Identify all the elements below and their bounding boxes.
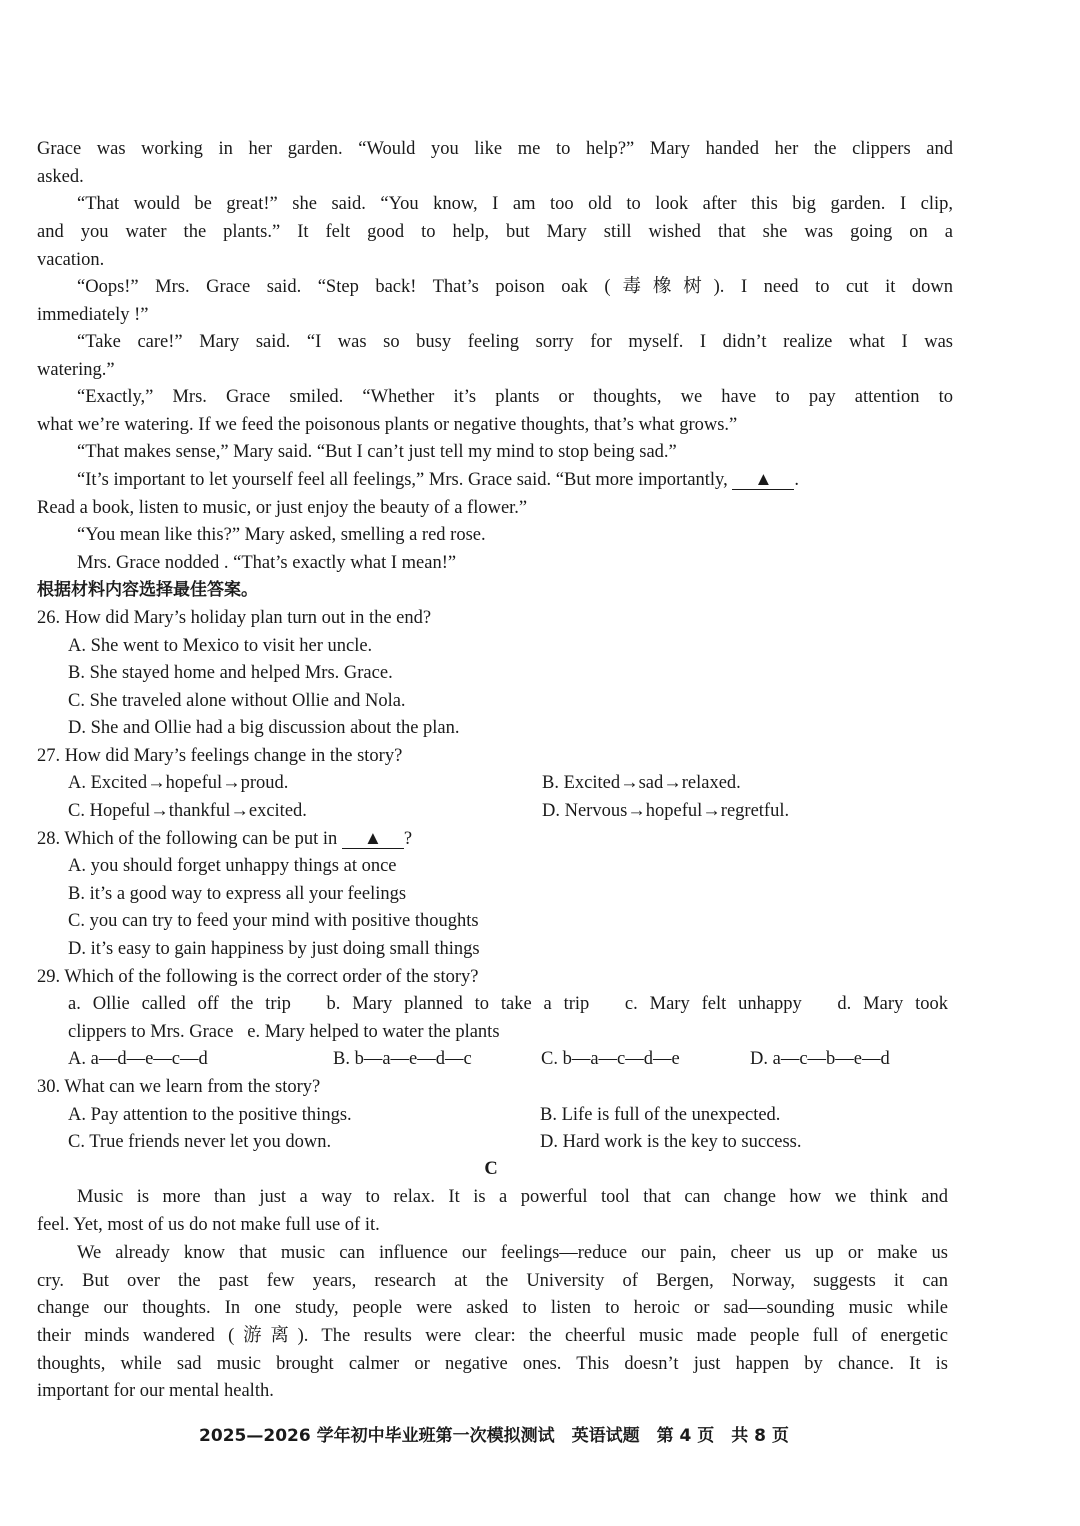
paragraph-text: “It’s important to let yourself feel all feelings,” Mrs. Grace said. “But more importantly, — [77, 470, 728, 490]
paragraph-line-with-blank — [77, 467, 993, 494]
section-heading: C — [484, 1159, 498, 1179]
paragraph-line: cry. But over the past few years, research at the University of Bergen, Norway, suggests it can — [37, 1271, 948, 1291]
paragraph-line: watering.” — [37, 360, 115, 380]
paragraph-line: “That makes sense,” Mary said. “But I can’t just tell my mind to stop being sad.” — [77, 442, 677, 462]
paragraph-line: Grace was working in her garden. “Would you like me to help?” Mary handed her the clippers and — [37, 139, 953, 159]
question-30-option-b: B. Life is full of the unexpected. — [540, 1105, 781, 1125]
question-27-option-b: B. Excited→sad→relaxed. — [542, 773, 741, 793]
question-28-option-c: C. you can try to feed your mind with positive thoughts — [68, 911, 479, 931]
question-27-stem: 27. How did Mary’s feelings change in the story? — [37, 746, 403, 766]
question-27-option-d: D. Nervous→hopeful→regretful. — [542, 801, 790, 821]
question-30-stem: 30. What can we learn from the story? — [37, 1077, 321, 1097]
paragraph-line: immediately !” — [37, 305, 149, 325]
instruction: 根据材料内容选择最佳答案。 — [37, 580, 258, 600]
question-29-events: a. Ollie called off the trip b. Mary planned to take a trip c. Mary felt unhappy d. Mary took — [68, 994, 948, 1014]
answer-blank: ▲ — [342, 830, 404, 849]
question-mark: ? — [403, 829, 413, 849]
answer-blank: ▲ — [732, 471, 794, 490]
question-30-option-d: D. Hard work is the key to success. — [540, 1132, 802, 1152]
question-30-option-c: C. True friends never let you down. — [68, 1132, 332, 1152]
paragraph-line: “Take care!” Mary said. “I was so busy feeling sorry for myself. I didn’t realize what I was — [77, 332, 953, 352]
paragraph-line: feel. Yet, most of us do not make full use of it. — [37, 1215, 380, 1235]
question-26-option-d: D. She and Ollie had a big discussion about the plan. — [68, 718, 460, 738]
paragraph-line: Music is more than just a way to relax. It is a powerful tool that can change how we think and — [77, 1187, 948, 1207]
question-29-stem: 29. Which of the following is the correct order of the story? — [37, 967, 479, 987]
question-26-option-b: B. She stayed home and helped Mrs. Grace. — [68, 663, 393, 683]
paragraph-line: their minds wandered (游离). The results were clear: the cheerful music made people full of energetic — [37, 1326, 948, 1346]
question-29-events: clippers to Mrs. Grace e. Mary helped to water the plants — [68, 1022, 500, 1042]
paragraph-line: “You mean like this?” Mary asked, smelling a red rose. — [77, 525, 486, 545]
question-26-stem: 26. How did Mary’s holiday plan turn out in the end? — [37, 608, 432, 628]
question-29-option-b: B. b—a—e—d—c — [333, 1049, 472, 1069]
question-28-stem: 28. Which of the following can be put in — [37, 829, 338, 849]
question-28-option-b: B. it’s a good way to express all your feelings — [68, 884, 407, 904]
paragraph-line: asked. — [37, 167, 84, 187]
question-30-option-a: A. Pay attention to the positive things. — [68, 1105, 352, 1125]
paragraph-line: “Exactly,” Mrs. Grace smiled. “Whether it’s plants or thoughts, we have to pay attention to — [77, 387, 953, 407]
period: . — [794, 470, 799, 490]
paragraph-line: Read a book, listen to music, or just enjoy the beauty of a flower.” — [37, 498, 528, 518]
paragraph-line: what we’re watering. If we feed the poisonous plants or negative thoughts, that’s what grows.” — [37, 415, 738, 435]
question-28-option-d: D. it’s easy to gain happiness by just doing small things — [68, 939, 480, 959]
question-28-stem-line — [37, 826, 953, 853]
paragraph-line: and you water the plants.” It felt good to help, but Mary still wished that she was going on a — [37, 222, 953, 242]
question-29-option-a: A. a—d—e—c—d — [68, 1049, 208, 1069]
question-26-option-c: C. She traveled alone without Ollie and Nola. — [68, 691, 406, 711]
paragraph-line: “Oops!” Mrs. Grace said. “Step back! That’s poison oak (毒橡树). I need to cut it down — [77, 277, 953, 297]
question-29-option-c: C. b—a—c—d—e — [541, 1049, 680, 1069]
paragraph-line: vacation. — [37, 250, 105, 270]
paragraph-line: Mrs. Grace nodded . “That’s exactly what I mean!” — [77, 553, 457, 573]
question-27-option-c: C. Hopeful→thankful→excited. — [68, 801, 307, 821]
paragraph-line: “That would be great!” she said. “You know, I am too old to look after this big garden. I clip, — [77, 194, 953, 214]
paragraph-line: important for our mental health. — [37, 1381, 274, 1401]
paragraph-line: thoughts, while sad music brought calmer or negative ones. This doesn’t just happen by chance. It is — [37, 1354, 948, 1374]
question-27-option-a: A. Excited→hopeful→proud. — [68, 773, 289, 793]
paragraph-line: change our thoughts. In one study, people were asked to listen to heroic or sad—sounding music while — [37, 1298, 948, 1318]
question-26-option-a: A. She went to Mexico to visit her uncle. — [68, 636, 373, 656]
page-footer: 2025—2026 学年初中毕业班第一次模拟测试 英语试题 第 4 页 共 8 页 — [199, 1426, 789, 1446]
question-28-option-a: A. you should forget unhappy things at once — [68, 856, 397, 876]
question-29-option-d: D. a—c—b—e—d — [750, 1049, 890, 1069]
paragraph-line: We already know that music can influence our feelings—reduce our pain, cheer us up or make us — [77, 1243, 948, 1263]
